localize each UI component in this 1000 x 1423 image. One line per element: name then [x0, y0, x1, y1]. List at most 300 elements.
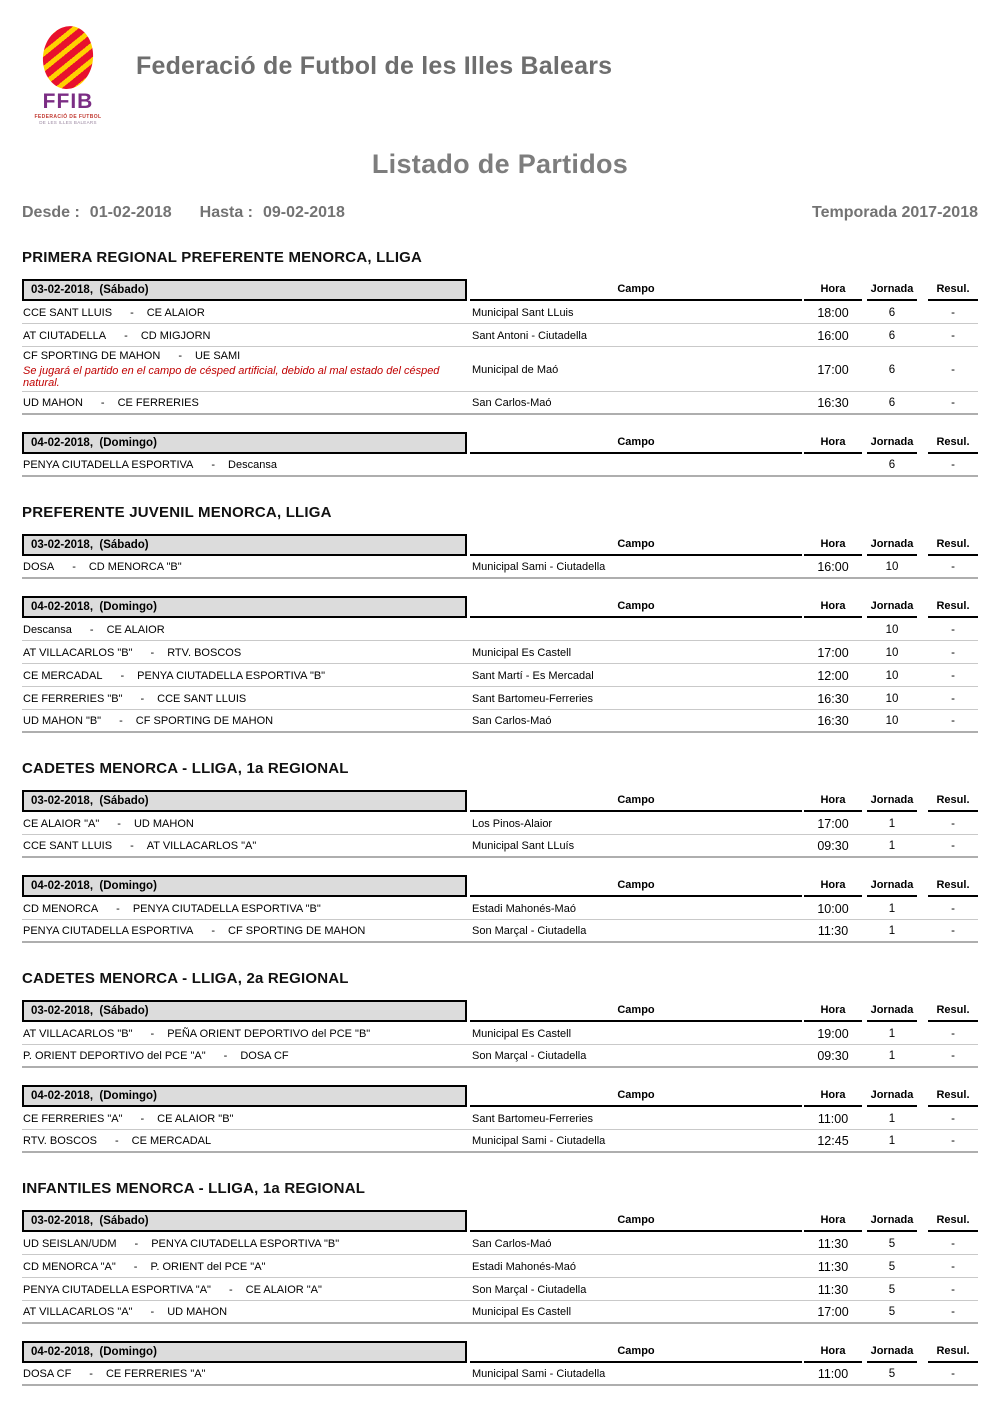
vs-dash: - — [89, 1368, 93, 1380]
match-row — [22, 641, 978, 664]
column-header-resul: Resul. — [928, 283, 978, 301]
jornada-value: 1 — [888, 1112, 896, 1125]
campo-value: Son Marçal - Ciutadella — [472, 1050, 587, 1062]
column-header-jornada: Jornada — [867, 600, 917, 618]
matchup — [23, 397, 470, 409]
section-tables — [22, 790, 978, 943]
campo-value: San Carlos-Maó — [472, 1237, 552, 1250]
teams-cell — [22, 1261, 470, 1273]
hora-value: 19:00 — [817, 1026, 849, 1041]
hora-value: 11:30 — [817, 1282, 849, 1297]
date-range — [22, 204, 355, 222]
document-header — [22, 26, 978, 125]
table-header-row — [22, 1000, 978, 1022]
campo-value: Municipal Es Castell — [472, 646, 572, 659]
vs-dash: - — [116, 902, 120, 915]
away-team: CE ALAIOR — [106, 623, 165, 636]
jornada-value: 6 — [888, 459, 896, 471]
vs-dash: - — [178, 350, 182, 362]
column-header-hora: Hora — [804, 600, 862, 618]
jornada-value: 5 — [888, 1306, 896, 1318]
campo-value: Son Marçal - Ciutadella — [472, 925, 587, 937]
date-header: 03-02-2018, (Sábado) — [22, 790, 467, 812]
away-team: PEÑA ORIENT DEPORTIVO del PCE "B" — [167, 1027, 371, 1040]
table-rows — [22, 556, 978, 579]
resul-value: - — [951, 1368, 955, 1380]
away-team: CF SPORTING DE MAHON — [135, 715, 274, 727]
column-header-campo: Campo — [470, 794, 802, 812]
resul-value: - — [951, 1112, 955, 1125]
resul-value: - — [951, 669, 955, 682]
section-tables — [22, 279, 978, 477]
desde-label: Desde : — [22, 204, 80, 221]
away-team: CF SPORTING DE MAHON — [228, 925, 366, 937]
resul-value: - — [951, 1306, 955, 1318]
match-row — [22, 556, 978, 579]
column-header-campo: Campo — [470, 436, 802, 454]
resul-value: - — [951, 1237, 955, 1250]
teams-cell — [22, 670, 470, 682]
match-row — [22, 392, 978, 415]
jornada-value: 6 — [888, 397, 896, 409]
away-team: UE SAMI — [194, 350, 241, 362]
matchup — [23, 1261, 470, 1273]
jornada-value: 10 — [885, 646, 899, 659]
section-tables — [22, 1000, 978, 1153]
match-table — [22, 279, 978, 415]
vs-dash: - — [228, 1283, 233, 1296]
away-team: PENYA CIUTADELLA ESPORTIVA "B" — [151, 1237, 340, 1250]
jornada-value: 10 — [885, 669, 899, 682]
table-rows — [22, 301, 978, 415]
teams-cell — [22, 397, 470, 409]
campo-value: Municipal Sant LLuis — [472, 306, 574, 319]
date-header: 03-02-2018, (Sábado) — [22, 1000, 467, 1022]
hora-value: 11:00 — [817, 1367, 849, 1381]
home-team: CF SPORTING DE MAHON — [23, 350, 161, 362]
league-section — [22, 970, 978, 1153]
column-header-hora: Hora — [804, 538, 862, 556]
column-header-resul: Resul. — [928, 794, 978, 812]
vs-dash: - — [117, 817, 121, 830]
resul-value: - — [951, 1135, 955, 1147]
away-team: CE FERRERIES "A" — [105, 1368, 206, 1380]
matchup — [23, 818, 470, 830]
campo-value: Los Pinos-Alaior — [472, 817, 553, 830]
table-header-row — [22, 790, 978, 812]
column-header-campo: Campo — [470, 1004, 802, 1022]
section-tables — [22, 534, 978, 733]
hora-value: 12:00 — [817, 668, 849, 683]
column-header-resul: Resul. — [928, 538, 978, 556]
campo-value: Municipal Es Castell — [472, 1027, 572, 1040]
resul-value: - — [951, 397, 955, 409]
vs-dash: - — [89, 623, 94, 636]
matchup — [23, 903, 470, 915]
hora-value: 16:00 — [817, 328, 849, 343]
vs-dash: - — [120, 669, 125, 682]
league-section — [22, 249, 978, 477]
logo-subtitle-1: FEDERACIÓ DE FUTBOL — [34, 114, 102, 120]
resul-value: - — [951, 817, 955, 830]
hora-value: 16:30 — [817, 396, 849, 410]
matchup — [23, 350, 470, 362]
hora-value: 09:30 — [817, 1049, 849, 1063]
table-rows — [22, 454, 978, 477]
hora-value: 09:30 — [817, 839, 849, 853]
resul-value: - — [951, 459, 955, 471]
matchup — [23, 307, 470, 319]
vs-dash: - — [211, 459, 216, 471]
table-header-row — [22, 534, 978, 556]
match-row — [22, 1255, 978, 1278]
teams-cell — [22, 840, 470, 852]
column-header-hora: Hora — [804, 1214, 862, 1232]
match-row — [22, 1232, 978, 1255]
away-team: PENYA CIUTADELLA ESPORTIVA "B" — [132, 902, 321, 915]
away-team: RTV. BOSCOS — [167, 646, 242, 659]
table-header-row — [22, 1085, 978, 1107]
resul-value: - — [951, 840, 955, 852]
home-team: CCE SANT LLUIS — [23, 306, 113, 319]
teams-cell — [22, 624, 470, 636]
resul-value: - — [951, 1260, 955, 1273]
hasta-value: 09-02-2018 — [263, 204, 345, 221]
jornada-value: 10 — [885, 692, 899, 705]
home-team: AT VILLACARLOS "A" — [23, 1306, 133, 1318]
resul-value: - — [951, 329, 955, 342]
match-table — [22, 875, 978, 943]
organization-name: Federació de Futbol de les Illes Balears — [136, 52, 613, 80]
column-header-resul: Resul. — [928, 1004, 978, 1022]
hora-value: 12:45 — [817, 1134, 849, 1148]
teams-cell — [22, 1113, 470, 1125]
match-row — [22, 1107, 978, 1130]
league-section — [22, 1180, 978, 1386]
column-header-hora: Hora — [804, 1089, 862, 1107]
match-row — [22, 812, 978, 835]
resul-value: - — [951, 925, 955, 937]
hora-value: 16:00 — [817, 560, 849, 574]
home-team: CCE SANT LLUIS — [23, 840, 113, 852]
teams-cell — [22, 647, 470, 659]
table-header-row — [22, 1210, 978, 1232]
campo-value: San Carlos-Maó — [472, 397, 552, 409]
teams-cell — [22, 1368, 470, 1380]
matchup — [23, 1135, 470, 1147]
league-section — [22, 504, 978, 733]
matchup — [23, 330, 470, 342]
jornada-value: 6 — [888, 329, 896, 342]
table-header-row — [22, 875, 978, 897]
matchup — [23, 1050, 470, 1062]
matchup — [23, 561, 470, 573]
jornada-value: 1 — [888, 1027, 896, 1040]
matchup — [23, 459, 470, 471]
matchup — [23, 1368, 470, 1380]
away-team: CCE SANT LLUIS — [157, 692, 247, 705]
column-header-jornada: Jornada — [867, 1004, 917, 1022]
teams-cell — [22, 925, 470, 937]
column-header-jornada: Jornada — [867, 436, 917, 454]
column-header-resul: Resul. — [928, 879, 978, 897]
desde-value: 01-02-2018 — [89, 204, 172, 221]
column-header-resul: Resul. — [928, 1214, 978, 1232]
column-header-hora: Hora — [804, 436, 862, 454]
away-team: P. ORIENT del PCE "A" — [150, 1260, 266, 1273]
matchup — [23, 670, 470, 682]
table-header-row — [22, 1341, 978, 1363]
vs-dash: - — [211, 925, 216, 937]
date-range-row — [22, 204, 978, 222]
home-team: CD MENORCA "A" — [23, 1260, 116, 1273]
logo-acronym: FFIB — [42, 90, 94, 113]
column-header-resul: Resul. — [928, 436, 978, 454]
teams-cell — [22, 1306, 470, 1318]
hora-value: 17:00 — [817, 1305, 849, 1319]
ffib-logo — [22, 26, 114, 125]
resul-value: - — [951, 363, 955, 376]
matchup — [23, 647, 470, 659]
vs-dash: - — [134, 1237, 139, 1250]
resul-value: - — [951, 692, 955, 705]
campo-value: Estadi Mahonés-Maó — [472, 902, 576, 915]
vs-dash: - — [114, 1135, 119, 1147]
resul-value: - — [951, 561, 955, 573]
home-team: CE MERCADAL — [23, 669, 103, 682]
column-header-campo: Campo — [470, 1345, 802, 1363]
home-team: Descansa — [23, 623, 72, 636]
campo-value: Sant Martí - Es Mercadal — [472, 669, 594, 682]
jornada-value: 1 — [888, 902, 896, 915]
hora-value: 11:30 — [817, 924, 849, 938]
match-table — [22, 432, 978, 477]
resul-value: - — [951, 623, 955, 636]
resul-value: - — [951, 1050, 955, 1062]
section-title: CADETES MENORCA - LLIGA, 2a REGIONAL — [22, 970, 349, 987]
teams-cell — [22, 350, 470, 389]
away-team: CE ALAIOR — [146, 306, 205, 319]
ffib-ball-icon — [40, 24, 96, 92]
column-header-hora: Hora — [804, 283, 862, 301]
column-header-hora: Hora — [804, 879, 862, 897]
table-header-row — [22, 432, 978, 454]
jornada-value: 6 — [888, 363, 896, 376]
match-row — [22, 1130, 978, 1153]
home-team: UD MAHON "B" — [23, 715, 102, 727]
home-team: CE FERRERIES "B" — [23, 692, 123, 705]
league-section — [22, 760, 978, 943]
home-team: CE ALAIOR "A" — [23, 817, 100, 830]
column-header-resul: Resul. — [928, 600, 978, 618]
teams-cell — [22, 1028, 470, 1040]
jornada-value: 5 — [888, 1368, 896, 1380]
vs-dash: - — [133, 1260, 138, 1273]
resul-value: - — [951, 646, 955, 659]
column-header-jornada: Jornada — [867, 879, 917, 897]
sections — [22, 249, 978, 1386]
column-header-jornada: Jornada — [867, 794, 917, 812]
match-row — [22, 301, 978, 324]
home-team: CE FERRERIES "A" — [23, 1112, 123, 1125]
home-team: DOSA — [23, 561, 55, 573]
section-title: PRIMERA REGIONAL PREFERENTE MENORCA, LLIGA — [22, 249, 423, 266]
match-table — [22, 596, 978, 733]
teams-cell — [22, 693, 470, 705]
match-row — [22, 1022, 978, 1045]
vs-dash: - — [124, 329, 128, 342]
section-tables — [22, 1210, 978, 1386]
page-title: Listado de Partidos — [371, 149, 629, 179]
date-header: 04-02-2018, (Domingo) — [22, 1085, 467, 1107]
match-note: Se jugará el partido en el campo de césped artificial, debido al mal estado del césped natural. — [23, 365, 440, 389]
match-row — [22, 1301, 978, 1324]
away-team: CE ALAIOR "B" — [157, 1112, 234, 1125]
match-row — [22, 1045, 978, 1068]
home-team: P. ORIENT DEPORTIVO del PCE "A" — [23, 1050, 206, 1062]
away-team: AT VILLACARLOS "A" — [146, 840, 257, 852]
match-table — [22, 1085, 978, 1153]
column-header-campo: Campo — [470, 538, 802, 556]
teams-cell — [22, 715, 470, 727]
hora-value: 18:00 — [817, 305, 849, 320]
vs-dash: - — [119, 715, 123, 727]
column-header-campo: Campo — [470, 1214, 802, 1232]
campo-value: Municipal de Maó — [472, 363, 559, 376]
away-team: CE ALAIOR "A" — [245, 1283, 322, 1296]
column-header-campo: Campo — [470, 879, 802, 897]
vs-dash: - — [150, 1027, 155, 1040]
campo-value: Son Marçal - Ciutadella — [472, 1283, 587, 1296]
match-row — [22, 664, 978, 687]
column-header-campo: Campo — [470, 600, 802, 618]
match-row — [22, 687, 978, 710]
date-header: 04-02-2018, (Domingo) — [22, 432, 467, 454]
campo-value: San Carlos-Maó — [472, 715, 552, 727]
jornada-value: 10 — [885, 715, 899, 727]
hora-value: 16:30 — [817, 714, 849, 728]
campo-value: Municipal Sami - Ciutadella — [472, 1135, 606, 1147]
jornada-value: 6 — [888, 306, 896, 319]
matchup — [23, 624, 470, 636]
match-row — [22, 324, 978, 347]
match-row — [22, 1363, 978, 1386]
logo-subtitle-2: DE LES ILLES BALEARS — [39, 120, 97, 125]
teams-cell — [22, 1238, 470, 1250]
away-team: PENYA CIUTADELLA ESPORTIVA "B" — [137, 669, 326, 682]
vs-dash: - — [150, 646, 155, 659]
table-rows — [22, 812, 978, 858]
column-header-jornada: Jornada — [867, 283, 917, 301]
vs-dash: - — [130, 840, 134, 852]
away-team: CE FERRERIES — [117, 397, 199, 409]
jornada-value: 1 — [888, 925, 896, 937]
home-team: RTV. BOSCOS — [23, 1135, 97, 1147]
teams-cell — [22, 818, 470, 830]
vs-dash: - — [140, 1112, 145, 1125]
match-table — [22, 1341, 978, 1386]
temporada-label: Temporada 2017-2018 — [811, 204, 978, 221]
hora-value: 17:00 — [817, 645, 849, 660]
away-team: Descansa — [228, 459, 277, 471]
teams-cell — [22, 1284, 470, 1296]
teams-cell — [22, 561, 470, 573]
away-team: DOSA CF — [240, 1050, 289, 1062]
away-team: UD MAHON — [133, 817, 194, 830]
column-header-hora: Hora — [804, 794, 862, 812]
resul-value: - — [951, 902, 955, 915]
vs-dash: - — [140, 692, 145, 705]
column-header-jornada: Jornada — [867, 1345, 917, 1363]
resul-value: - — [951, 715, 955, 727]
section-title: CADETES MENORCA - LLIGA, 1a REGIONAL — [22, 760, 349, 777]
column-header-hora: Hora — [804, 1345, 862, 1363]
matchup — [23, 1306, 470, 1318]
away-team: CE MERCADAL — [131, 1135, 212, 1147]
jornada-value: 1 — [888, 1050, 896, 1062]
teams-cell — [22, 1135, 470, 1147]
match-row — [22, 710, 978, 733]
campo-value: Sant Bartomeu-Ferreries — [472, 692, 594, 705]
home-team: PENYA CIUTADELLA ESPORTIVA "A" — [23, 1283, 211, 1296]
matchup — [23, 715, 470, 727]
resul-value: - — [951, 1027, 955, 1040]
home-team: UD MAHON — [23, 397, 83, 409]
hora-value: 16:30 — [817, 691, 849, 706]
match-row — [22, 1278, 978, 1301]
matchup — [23, 1113, 470, 1125]
vs-dash: - — [130, 306, 134, 319]
hora-value: 11:30 — [817, 1236, 849, 1251]
date-header: 03-02-2018, (Sábado) — [22, 279, 467, 301]
campo-value: Municipal Sant LLuís — [472, 840, 575, 852]
section-title: INFANTILES MENORCA - LLIGA, 1a REGIONAL — [22, 1180, 366, 1197]
away-team: CD MENORCA "B" — [88, 561, 182, 573]
date-header: 04-02-2018, (Domingo) — [22, 875, 467, 897]
home-team: CD MENORCA — [23, 902, 99, 915]
column-header-hora: Hora — [804, 1004, 862, 1022]
hora-value: 10:00 — [817, 901, 849, 916]
jornada-value: 10 — [885, 623, 899, 636]
teams-cell — [22, 903, 470, 915]
campo-value: Municipal Sami - Ciutadella — [472, 561, 606, 573]
home-team: AT VILLACARLOS "B" — [23, 1027, 133, 1040]
jornada-value: 1 — [888, 817, 896, 830]
jornada-value: 5 — [888, 1283, 896, 1296]
vs-dash: - — [100, 397, 105, 409]
campo-value: Estadi Mahonés-Maó — [472, 1260, 576, 1273]
hora-value: 11:00 — [817, 1111, 849, 1126]
teams-cell — [22, 459, 470, 471]
hasta-label: Hasta : — [199, 204, 253, 221]
home-team: UD SEISLAN/UDM — [23, 1237, 117, 1250]
match-table — [22, 534, 978, 579]
match-table — [22, 1000, 978, 1068]
column-header-resul: Resul. — [928, 1089, 978, 1107]
jornada-value: 1 — [888, 1135, 896, 1147]
column-header-campo: Campo — [470, 283, 802, 301]
home-team: DOSA CF — [23, 1368, 72, 1380]
table-rows — [22, 1363, 978, 1386]
hora-value: 11:30 — [817, 1259, 849, 1274]
match-row — [22, 618, 978, 641]
table-rows — [22, 1107, 978, 1153]
home-team: PENYA CIUTADELLA ESPORTIVA — [23, 925, 194, 937]
table-header-row — [22, 279, 978, 301]
campo-value: Sant Bartomeu-Ferreries — [472, 1112, 594, 1125]
column-header-jornada: Jornada — [867, 538, 917, 556]
teams-cell — [22, 330, 470, 342]
